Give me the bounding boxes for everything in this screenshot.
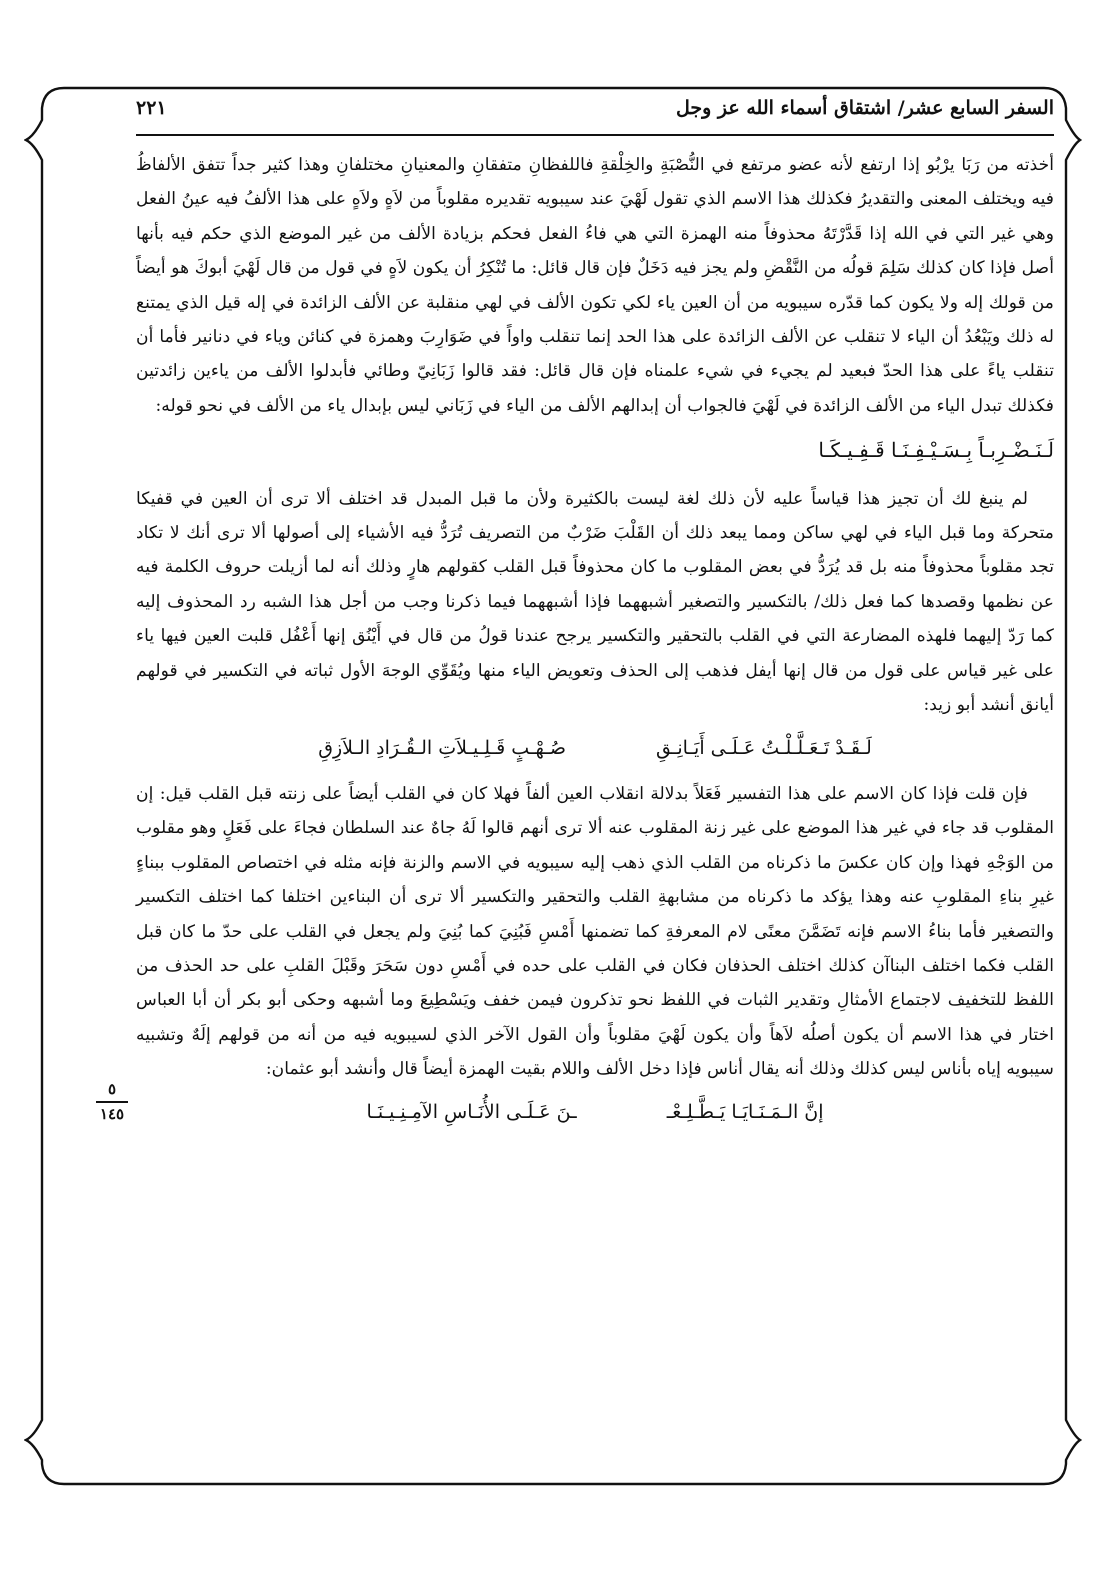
running-title: السفر السابع عشر/ اشتقاق أسماء الله عز وجل <box>676 97 1054 119</box>
margin-note-rule <box>96 1101 128 1103</box>
header-rule <box>136 134 1054 136</box>
verse-line: لَـنَـضْـرِبـاً بِـسَـيْـفِـنَـا قَـفِـيـكَـا <box>818 438 1054 463</box>
verse-couplet <box>136 1095 1054 1129</box>
page <box>136 86 1054 1476</box>
paragraph: فإن قلت فإذا كان الاسم على هذا التفسير فَعَلاً بدلالة انقلاب العين ألفاً فهلا كان في القلب أيضاً على زنته قبل القلب قيل: إن المقلوب قد جاء في غير هذا الموضع على غير زنة المقلوب عنه ألا ترى أنهم قالوا لَهُ جاهٌ عند السلطان فجاءَ على فَعَلٍ وهو مقلوب من الوَجْهِ فهذا وإن كان عكسَ ما ذكرناه من القلب الذي ذهب إليه سيبويه في الاسم والزنة فإنه مثله في اختصاص المقلوب ببناءٍ غيرِ بناءِ المقلوبِ عنه وهذا يؤكد ما ذكرناه من مشابهةِ القلب والتحقير والتكسير ألا ترى أن البناءين اختلفا كما اختلف التكسير والتصغير فأما بناءُ الاسم فإنه تَضَمَّنَ معنًى لام المعرفةِ كما تضمنها أَمْسِ فَبُنِيَ كما بُنِيَ ولم يجعل في القلب على حدّ ما كان قبل القلب فكما اختلف البناآن كذلك اختلف الحذفان فكان في القلب على حده في أَمْسِ دون سَحَرَ وقَبْلَ القلبِ على حد الحذف من اللفظ للتخفيف لاجتماع الأمثالِ وتقدير الثبات في اللفظ نحو تذكرون فيمن خفف ويَسْطِيعَ وما أشبهه وحكى أبو بكر أن أبا العباس اختار في هذا الاسم أن يكون أصلُه لاَهاً وأن يكون لَهْيَ مقلوباً وأن القول الآخر الذي لسيبويه فيه من أنه من قولهم إلَهٌ وتشبيه سيبويه إياه بأناس ليس كذلك وذلك أنه يقال أناس فإذا دخل الألف واللام بقيت الهمزة أيضاً قال وأنشد أبو عثمان: <box>136 783 1054 1080</box>
verse-hemistich-right: لَـقَـدْ تَـعَـلَّـلْـتُ عَـلَـى أَيَـانِـقِ <box>655 736 872 759</box>
verse-hemistich-right: إنَّ الـمَـنَـايَـا يَـطَّـلِـعْـ <box>666 1100 824 1123</box>
paragraph: لم ينبغ لك أن تجيز هذا قياساً عليه لأن ذلك لغة ليست بالكثيرة ولأن ما قبل المبدل قد اختلف ألا ترى أن العين في قفيكا متحركة وما قبل الياء في لهي ساكن ومما يبعد ذلك أن القَلْبَ ضَرْبٌ من التصريف تُرَدُّ فيه الأشياء إلى أصولها ألا ترى أنك لا تكاد تجد مقلوباً محذوفاً منه بل قد يُرَدُّ في بعض المقلوب ما كان محذوفاً قبل القلب كقولهم هارٍ وذلك أنه لما أزيلت حروف الكلمة فيه عن نظمها وقصدها كما فعل ذلك/ بالتكسير والتصغير أشبههما فإذا أشبههما فيما ذكرنا وجب من أجل هذا الشبه رد المحذوف إليه كما رَدّ إليهما فلهذه المضارعة التي في القلب بالتحقير والتكسير يرجح عندنا قولُ من قال في أَيْنُق إنها أَعْفُل قلبت العين فيها ياء على غير قياس على قول من قال إنها أيفل فذهب إلى الحذف وتعويض الياء منها ويُقَوِّي الوجهَ الأول ثباته في التكسير في قولهم أيانق أنشد أبو زيد: <box>136 488 1055 716</box>
page-header <box>136 90 1054 126</box>
verse-hemistich-left: ـنَ عَـلَـى الأُنَـاسِ الآمِـنِـيـنَـا <box>366 1100 577 1123</box>
verse-hemistich-left: صُـهْـبٍ قَـلِـيـلاَتِ الـقُـرَادِ الـلاَزِقِ <box>318 736 566 759</box>
page-number: ٢٢١ <box>136 97 167 119</box>
margin-note-bottom: ١٤٥ <box>99 1105 125 1123</box>
verse-couplet <box>136 731 1054 765</box>
paragraph: أخذته من رَبَا يرْبُو إذا ارتفع لأنه عضو مرتفع في النُّصْبَةِ والخِلْقةِ فاللفظانِ متفقانِ والمعنيانِ مختلفانِ وهذا كثير جداً تتفق الألفاظُ فيه ويختلف المعنى والتقديرُ فكذلك هذا الاسم الذي تقول لَهْيَ عند سيبويه تقديره مقلوباً من لاَهٍ ولاَهٍ على هذا الألفُ فيه عينُ الفعل وهي غير التي في الله إذا قَدَّرْتَهُ محذوفاً منه الهمزة التي هي فاءُ الفعل فحكم بزيادة الألف من غير الموضع الذي حكم فيه بأنها أصل فإذا كان كذلك سَلِمَ قولُه من النَّقْضِ ولم يجز فيه دَخَلٌ فإن قال قائل: ما تُنْكِرُ أن يكون لاَهٍ في قول من قال لَهْيَ أبوكَ هو أيضاً من قولك إله ولا يكون كما قدّره سيبويه من أن العين ياء لكي تكون الألف في لهي منقلبة عن الألف الزائدة في إله قيل الذي يمتنع له ذلك ويَبْعُدُ أن الياء لا تنقلب عن الألف الزائدة على هذا الحد إنما تنقلب واواً في ضَوَارِبَ وهمزة في كنائن وياء في دنانير فأما أن تنقلب ياءً على هذا الحدّ فبعيد لم يجيء في شيء علمناه فإن قال قائل: فقد قالوا زَبَانِيّ وطائي فأبدلوا الألف من ياءين زائدتين فكذلك تبدل الياء من الألف الزائدة في لَهْيَ فالجواب أن إبدالهم الألف من الياء في زَبَاني ليس بإبدال ياء من الألف في نحو قوله: <box>136 155 1054 416</box>
margin-note-top: ٥ <box>107 1080 117 1098</box>
margin-note <box>92 1080 132 1124</box>
page-body <box>136 148 1054 1141</box>
